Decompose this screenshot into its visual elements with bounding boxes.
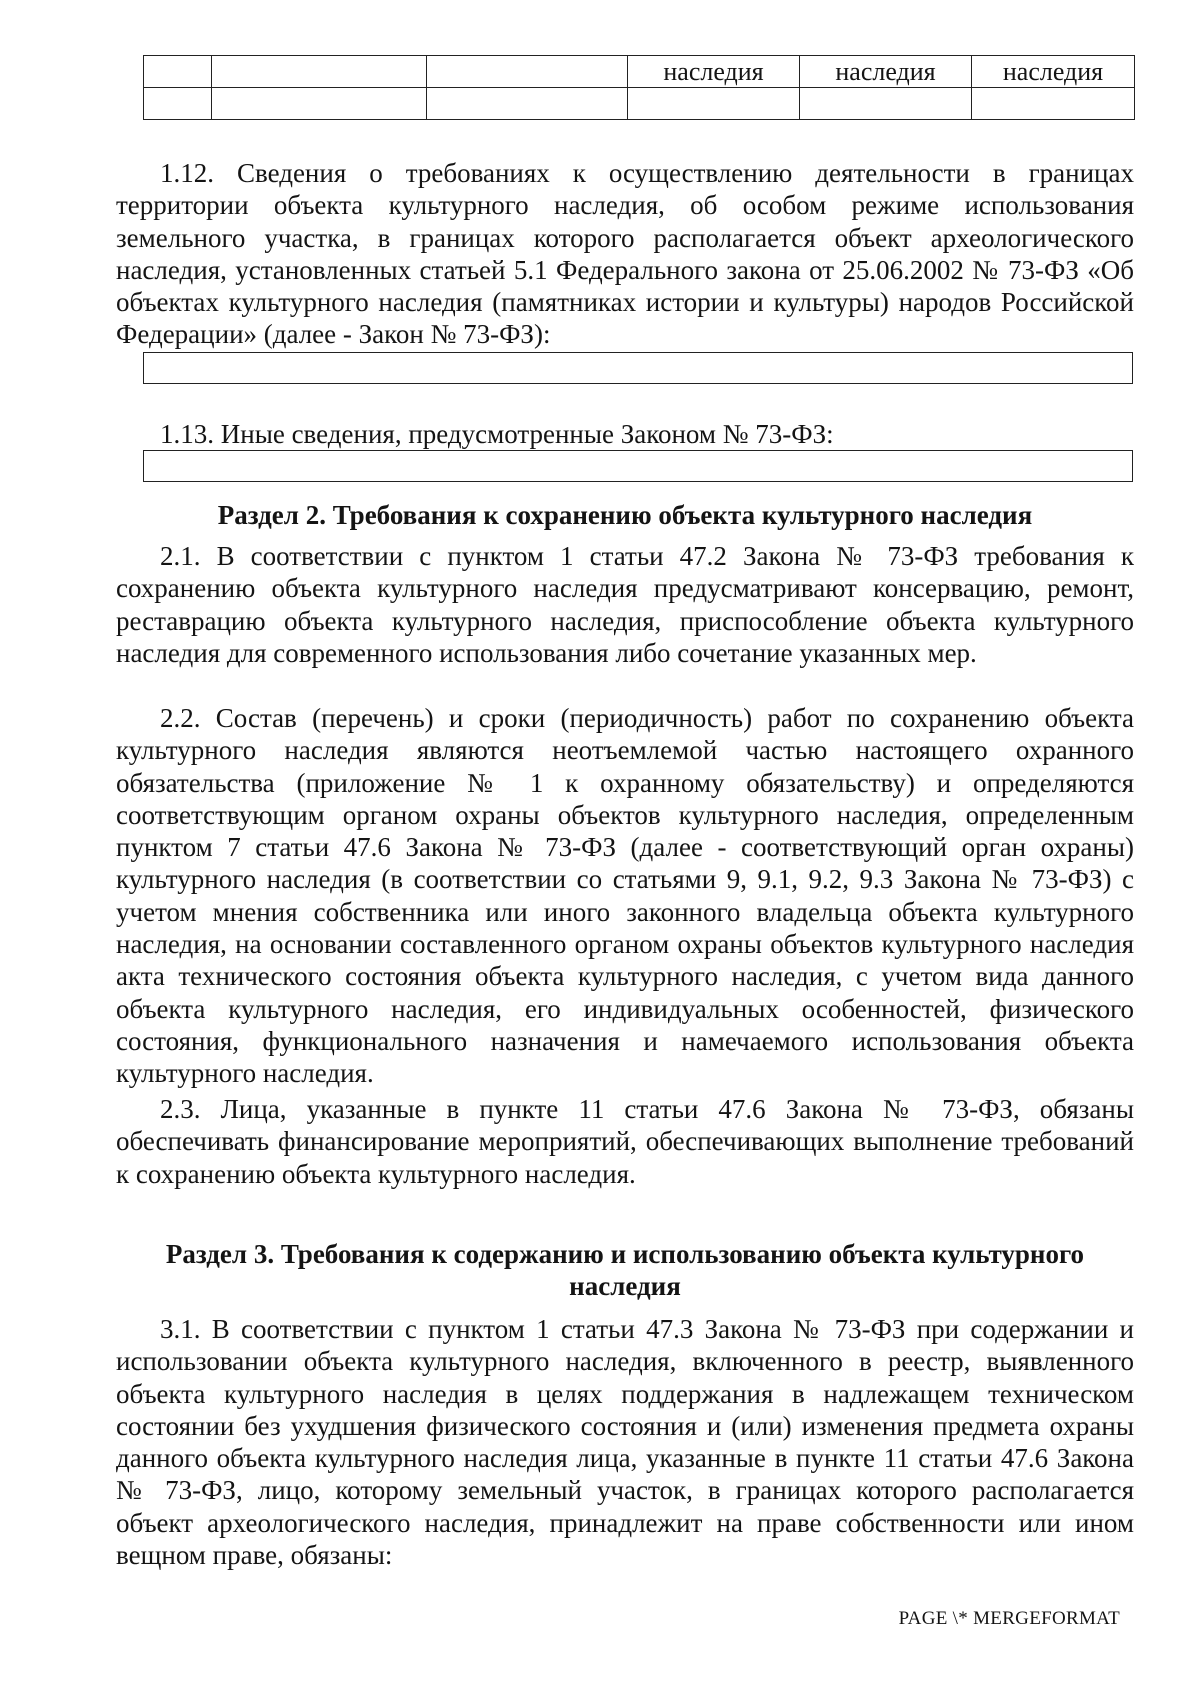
table-cell: наследия [628, 56, 800, 88]
paragraph-2-2: 2.2. Состав (перечень) и сроки (периодичность) работ по сохранению объекта культурного наследия являются неотъемлемой частью настоящего охранного обязательства (приложение № 1 к охранному обязательству) и определяются соответствующим органом охраны объектов культурного наследия, определенным пунктом 7 статьи 47.6 Закона № 73-ФЗ (далее - соответствующий орган охраны) культурного наследия (в соответствии со статьями 9, 9.1, 9.2, 9.3 Закона № 73-ФЗ) с учетом мнения собственника или иного законного владельца объекта культурного наследия, на основании составленного органом охраны объектов культурного наследия акта технического состояния объекта культурного наследия, с учетом вида данного объекта культурного наследия, его индивидуальных особенностей, физического состояния, функционального назначения и намечаемого использования объекта культурного наследия. [116, 703, 1134, 1089]
paragraph-2-1: 2.1. В соответствии с пунктом 1 статьи 47.2 Закона № 73-ФЗ требования к сохранению объекта культурного наследия предусматривают консервацию, ремонт, реставрацию объекта культурного наследия, приспособление объекта культурного наследия для современного использования либо сочетание указанных мер. [116, 541, 1134, 668]
paragraph-1-13: 1.13. Иные сведения, предусмотренные Законом № 73-ФЗ: [160, 419, 834, 449]
table-cell [427, 56, 628, 88]
paragraph-1-12: 1.12. Сведения о требованиях к осуществлению деятельности в границах территории объекта культурного наследия, об особом режиме использования земельного участка, в границах которого располагается объект археологического наследия, установленных статьей 5.1 Федерального закона от 25.06.2002 № 73-ФЗ «Об объектах культурного наследия (памятниках истории и культуры) народов Российской Федерации» (далее - Закон № 73-ФЗ): [116, 158, 1134, 350]
table-cell [800, 88, 972, 120]
continuation-table [143, 55, 1135, 120]
section-3-title-line2: наследия [569, 1271, 681, 1302]
table-cell: наследия [972, 56, 1135, 88]
page-footer-field: PAGE \* MERGEFORMAT [898, 1608, 1120, 1629]
table-cell [144, 88, 212, 120]
table-cell [144, 56, 212, 88]
empty-field-1-13 [143, 450, 1133, 482]
table-cell [628, 88, 800, 120]
table-cell [212, 88, 427, 120]
table-cell [212, 56, 427, 88]
table-cell: наследия [800, 56, 972, 88]
table-row [144, 56, 1135, 88]
paragraph-3-1: 3.1. В соответствии с пунктом 1 статьи 47.3 Закона № 73-ФЗ при содержании и использовании объекта культурного наследия, включенного в реестр, выявленного объекта культурного наследия в целях поддержания в надлежащем техническом состоянии без ухудшения физического состояния и (или) изменения предмета охраны данного объекта культурного наследия лица, указанные в пункте 11 статьи 47.6 Закона № 73-ФЗ, лицо, которому земельный участок, в границах которого располагается объект археологического наследия, принадлежит на праве собственности или ином вещном праве, обязаны: [116, 1314, 1134, 1571]
paragraph-2-3: 2.3. Лица, указанные в пункте 11 статьи 47.6 Закона № 73-ФЗ, обязаны обеспечивать финансирование мероприятий, обеспечивающих выполнение требований к сохранению объекта культурного наследия. [116, 1094, 1134, 1189]
empty-field-1-12 [143, 352, 1133, 384]
table-row [144, 88, 1135, 120]
section-3-title [116, 1238, 1134, 1303]
section-2-title: Раздел 2. Требования к сохранению объекта культурного наследия [217, 500, 1033, 530]
table-cell [427, 88, 628, 120]
section-3-title-line1: Раздел 3. Требования к содержанию и использованию объекта культурного [165, 1239, 1085, 1269]
table-cell [972, 88, 1135, 120]
